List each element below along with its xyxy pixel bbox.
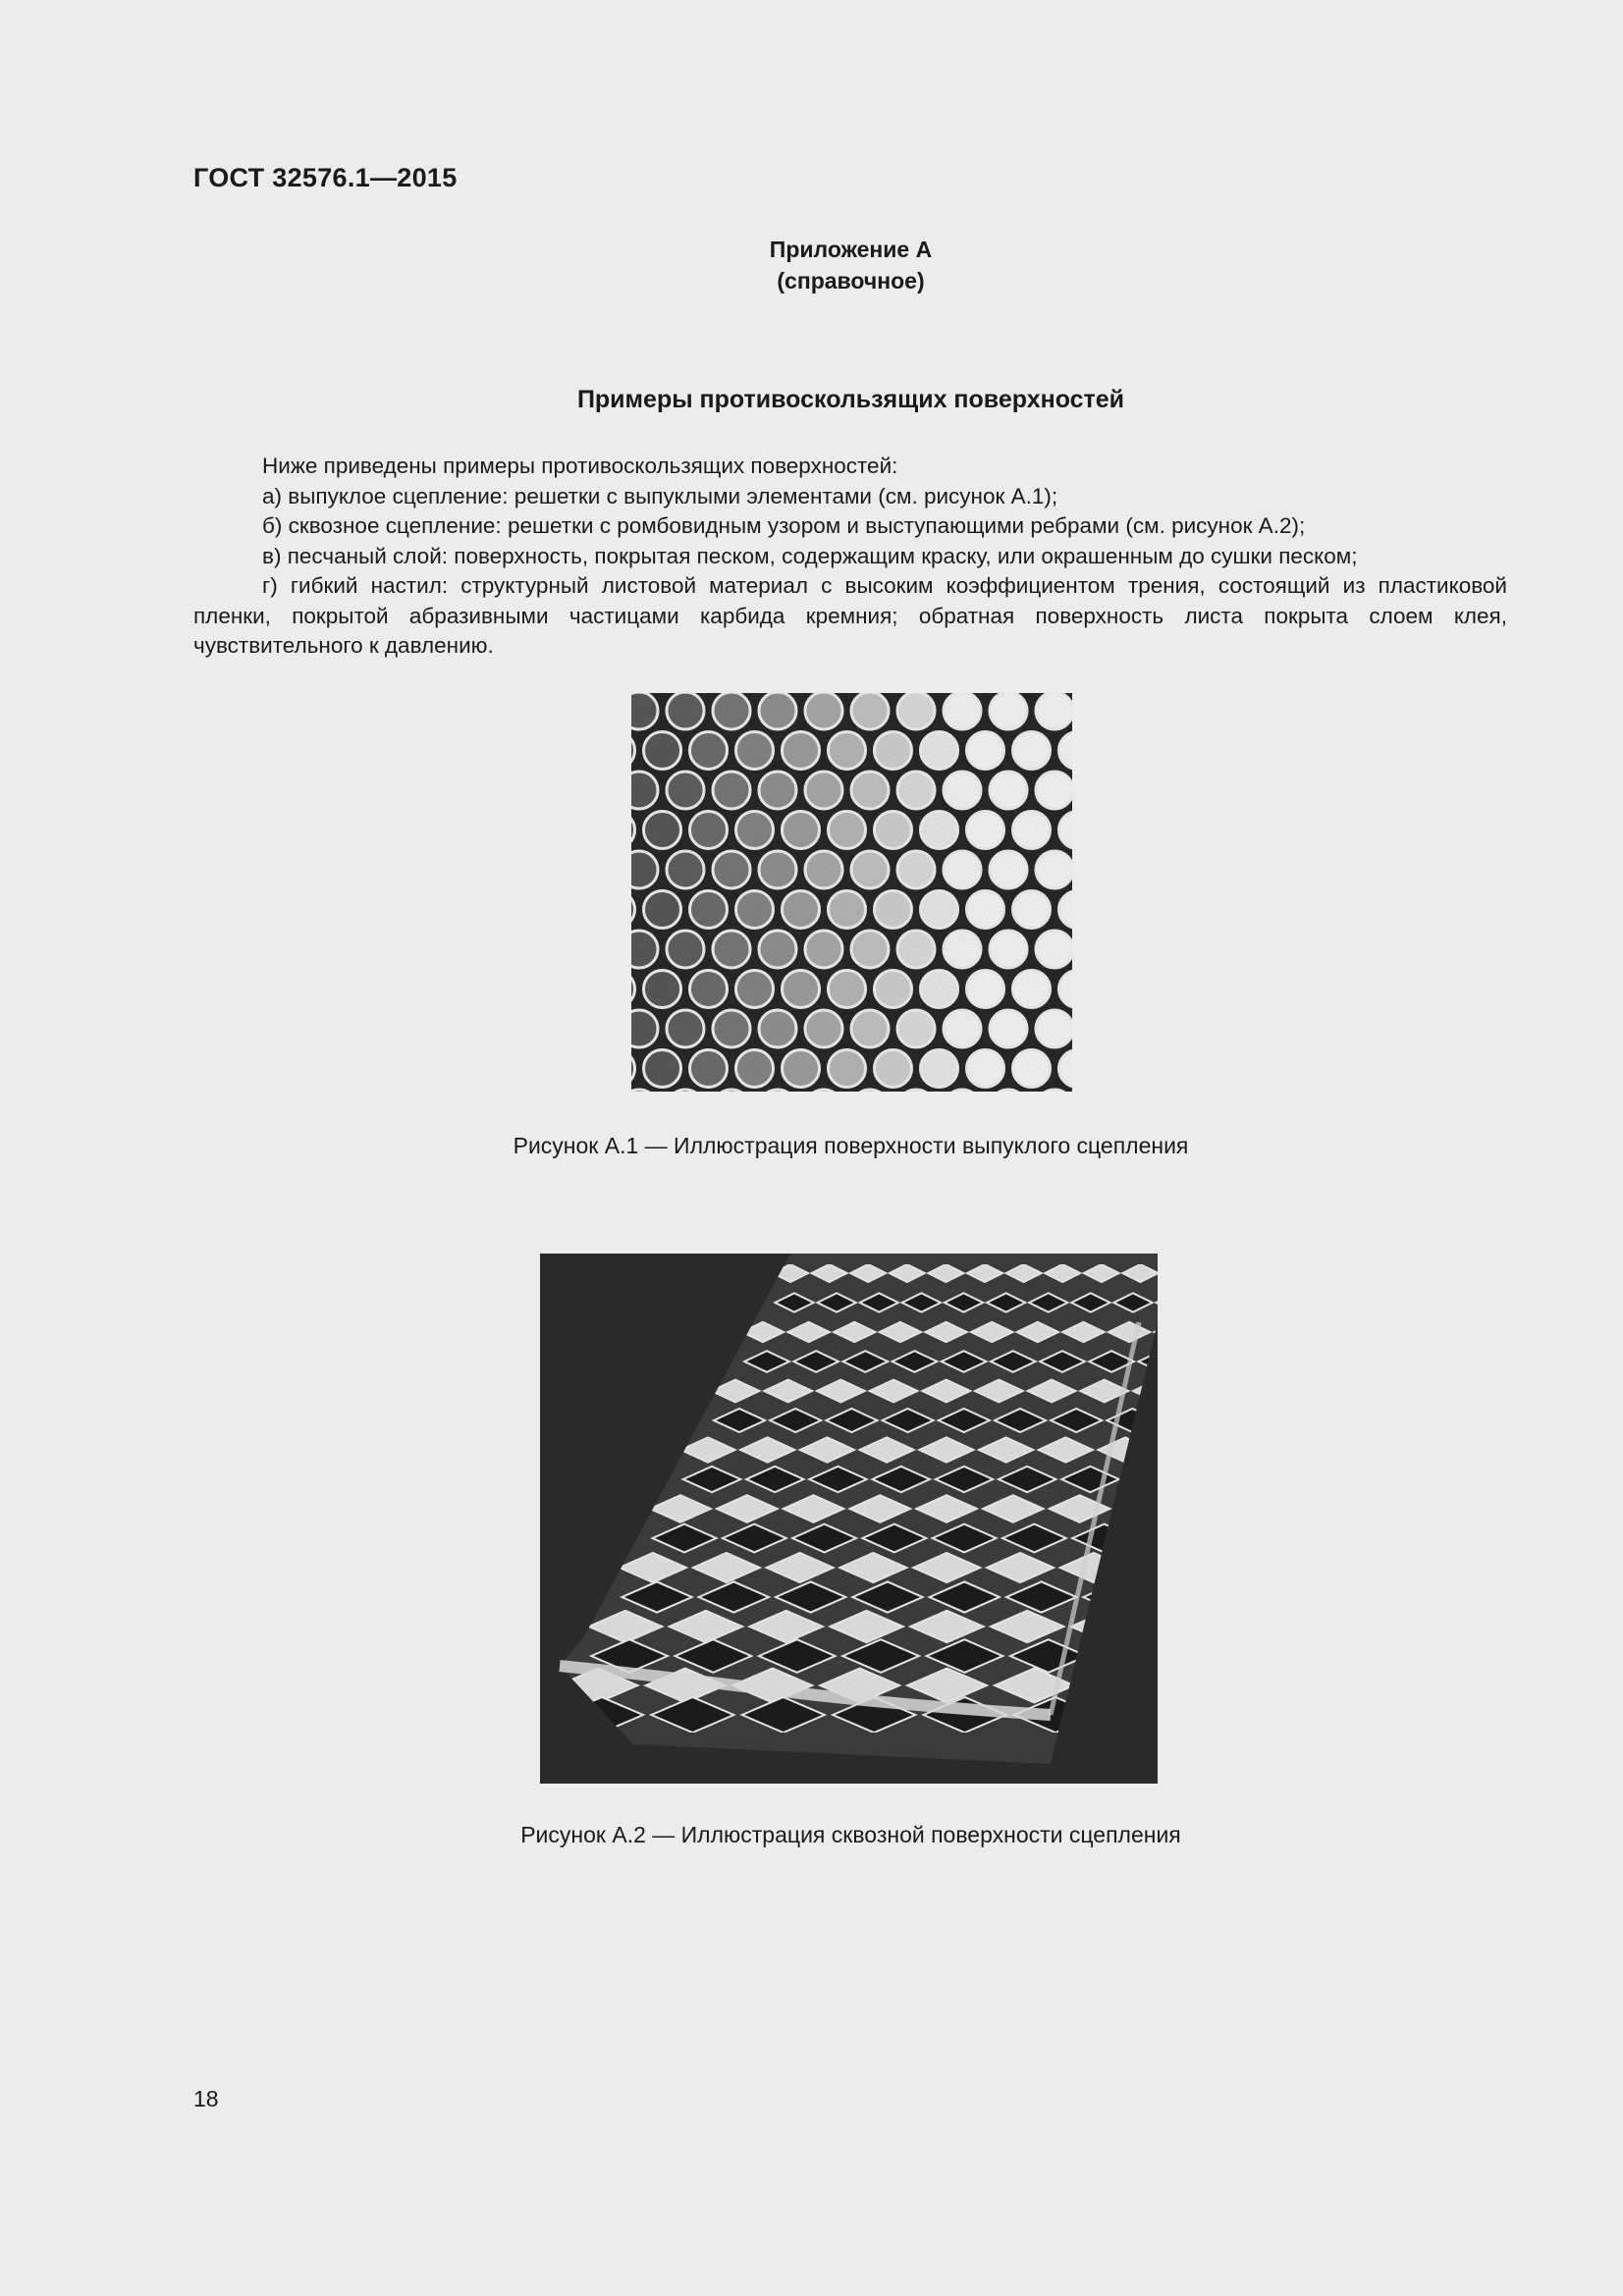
grip-bump xyxy=(990,851,1027,888)
grip-bump xyxy=(897,693,935,729)
grip-bump xyxy=(690,1050,728,1088)
grip-bump xyxy=(990,772,1027,809)
grip-bump xyxy=(805,772,842,809)
grip-bump xyxy=(783,891,820,929)
list-item-g: г) гибкий настил: структурный листовой материал с высоким коэффициентом трения, состоящий из пластиковой пленки, покрытой абразивными частицами карбида кремния; обратная поверхность листа покрыта слоем клея, чувствительного к давлению. xyxy=(193,573,1507,658)
section-title: Примеры противоскользящих поверхностей xyxy=(576,386,1125,413)
figure-a2-caption: Рисунок А.2 — Иллюстрация сквозной поверхности сцепления xyxy=(520,1822,1181,1847)
grip-bump xyxy=(667,693,704,729)
grip-bump xyxy=(736,732,774,770)
grip-bump xyxy=(967,812,1004,849)
grip-bump xyxy=(783,812,820,849)
list-item-b: б) сквозное сцепление: решетки с ромбовидным узором и выступающими ребрами (см. рисунок А.2); xyxy=(262,513,1306,538)
grip-bump xyxy=(667,1010,704,1047)
grip-bump xyxy=(805,693,842,729)
grip-bump xyxy=(1036,693,1072,729)
grip-bump xyxy=(1013,812,1051,849)
figure-a1-image xyxy=(631,693,1072,1092)
grip-bump xyxy=(805,931,842,968)
grip-bump xyxy=(713,851,750,888)
grip-bump xyxy=(631,931,658,968)
grip-bump xyxy=(667,851,704,888)
grip-bump xyxy=(897,1010,935,1047)
grip-bump xyxy=(759,931,796,968)
grip-bump xyxy=(713,931,750,968)
grip-bump xyxy=(644,891,681,929)
grip-bump xyxy=(944,1010,981,1047)
grip-bump xyxy=(921,891,958,929)
grip-bump xyxy=(805,1010,842,1047)
grip-bump xyxy=(736,1050,774,1088)
grip-bump xyxy=(1036,772,1072,809)
figure-a1-caption: Рисунок А.1 — Иллюстрация поверхности выпуклого сцепления xyxy=(513,1133,1189,1158)
grip-bump xyxy=(921,812,958,849)
grip-bump xyxy=(736,812,774,849)
grip-bump xyxy=(736,971,774,1008)
grip-bump xyxy=(690,732,728,770)
grip-bump xyxy=(644,732,681,770)
grip-bump xyxy=(1036,851,1072,888)
grip-bump xyxy=(713,772,750,809)
convex-grip-pattern xyxy=(631,693,1072,1092)
grip-bump xyxy=(631,693,658,729)
grip-bump xyxy=(944,931,981,968)
grip-bump xyxy=(875,971,912,1008)
page-number: 18 xyxy=(193,2086,219,2111)
grip-bump xyxy=(805,851,842,888)
diamond-grip-pattern xyxy=(540,1254,1158,1784)
grip-bump xyxy=(631,851,658,888)
grip-bump xyxy=(851,931,889,968)
grip-bump xyxy=(851,772,889,809)
intro-paragraph: Ниже приведены примеры противоскользящих поверхностей: xyxy=(262,454,898,478)
grip-bump xyxy=(783,971,820,1008)
figure-a2-image xyxy=(540,1254,1158,1784)
grip-bump xyxy=(897,772,935,809)
grip-bump xyxy=(644,812,681,849)
list-item-v: в) песчаный слой: поверхность, покрытая песком, содержащим краску, или окрашенным до сушки песком; xyxy=(262,543,1358,568)
grip-bump xyxy=(690,971,728,1008)
grip-bump xyxy=(644,1050,681,1088)
grip-bump xyxy=(1013,732,1051,770)
grip-bump xyxy=(829,812,866,849)
grip-bump xyxy=(736,891,774,929)
grip-bump xyxy=(644,971,681,1008)
grip-bump xyxy=(1013,1050,1051,1088)
grip-bump xyxy=(759,772,796,809)
grip-bump xyxy=(631,772,658,809)
grip-bump xyxy=(690,812,728,849)
grip-bump xyxy=(1036,1010,1072,1047)
grip-bump xyxy=(921,971,958,1008)
grip-bump xyxy=(690,891,728,929)
grip-bump xyxy=(875,732,912,770)
grip-bump xyxy=(1013,891,1051,929)
body-text xyxy=(193,452,1507,662)
grip-bump xyxy=(631,1010,658,1047)
grip-bump xyxy=(990,693,1027,729)
grip-bump xyxy=(875,812,912,849)
grip-bump xyxy=(851,693,889,729)
grip-bump xyxy=(967,971,1004,1008)
grip-bump xyxy=(829,732,866,770)
grip-bump xyxy=(667,931,704,968)
grip-bump xyxy=(783,1050,820,1088)
grip-bump xyxy=(967,732,1004,770)
grip-bump xyxy=(897,931,935,968)
grip-bump xyxy=(851,851,889,888)
grip-bump xyxy=(944,772,981,809)
grip-bump xyxy=(783,732,820,770)
grip-bump xyxy=(759,693,796,729)
grip-bump xyxy=(759,851,796,888)
grip-bump xyxy=(829,971,866,1008)
grip-bump xyxy=(713,693,750,729)
list-item-a: а) выпуклое сцепление: решетки с выпуклыми элементами (см. рисунок А.1); xyxy=(262,483,1058,508)
grip-bump xyxy=(990,1010,1027,1047)
annex-type: (справочное) xyxy=(777,268,925,294)
grip-bump xyxy=(875,1050,912,1088)
grip-bump xyxy=(944,693,981,729)
grip-bump xyxy=(829,891,866,929)
grip-bump xyxy=(875,891,912,929)
grip-bump xyxy=(759,1010,796,1047)
grip-bump xyxy=(1036,931,1072,968)
grip-bump xyxy=(944,851,981,888)
annex-title: Приложение А xyxy=(769,237,933,262)
grip-bump xyxy=(921,1050,958,1088)
grip-bump xyxy=(713,1010,750,1047)
grip-bump xyxy=(897,851,935,888)
grip-bump xyxy=(851,1010,889,1047)
document-code: ГОСТ 32576.1—2015 xyxy=(193,163,458,192)
annex-heading xyxy=(0,234,1623,296)
grip-bump xyxy=(1013,971,1051,1008)
grip-bump xyxy=(967,1050,1004,1088)
grip-bump xyxy=(921,732,958,770)
grip-bump xyxy=(667,772,704,809)
grip-bump xyxy=(829,1050,866,1088)
grip-bump xyxy=(990,931,1027,968)
grip-bump xyxy=(967,891,1004,929)
